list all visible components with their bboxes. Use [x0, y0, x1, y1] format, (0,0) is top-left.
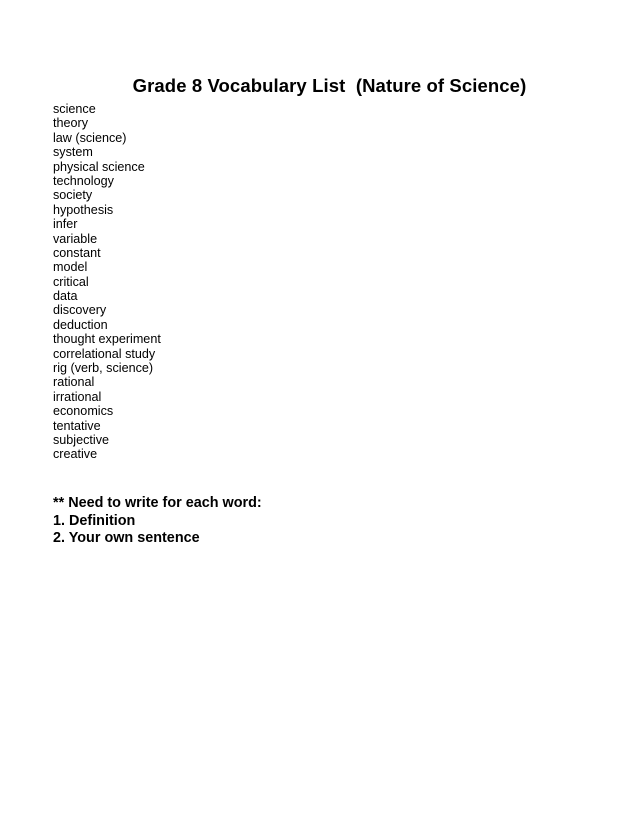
list-item: science [53, 102, 96, 116]
list-item: constant [53, 245, 101, 260]
list-item: economics [53, 404, 114, 419]
list-item: rational [53, 375, 95, 390]
instruction-item-sentence: 2. Your own sentence [53, 530, 200, 546]
list-item: hypothesis [53, 202, 114, 217]
list-item: physical science [53, 159, 145, 174]
list-item: variable [53, 231, 98, 246]
list-item: deduction [53, 317, 108, 332]
list-item: technology [53, 173, 114, 188]
list-item: irrational [53, 389, 102, 404]
list-item: discovery [53, 303, 107, 318]
list-item: tentative [53, 418, 101, 433]
vocabulary-list [53, 102, 161, 462]
list-item: rig (verb, science) [53, 361, 154, 376]
instructions-heading: ** Need to write for each word: [53, 495, 262, 511]
list-item: correlational study [53, 346, 156, 361]
list-item: subjective [53, 432, 110, 447]
list-item: infer [53, 217, 78, 232]
list-item: system [53, 145, 93, 160]
list-item: law (science) [53, 130, 127, 145]
list-item: critical [53, 274, 89, 289]
list-item: society [53, 188, 93, 203]
list-item: creative [53, 447, 98, 462]
list-item: thought experiment [53, 332, 161, 347]
list-item: model [53, 260, 88, 275]
page-title-text: Grade 8 Vocabulary List (Nature of Science) [132, 75, 527, 96]
list-item: data [53, 289, 78, 304]
list-item: theory [53, 116, 89, 131]
instructions-block [53, 495, 262, 548]
instruction-item-definition: 1. Definition [53, 512, 136, 529]
